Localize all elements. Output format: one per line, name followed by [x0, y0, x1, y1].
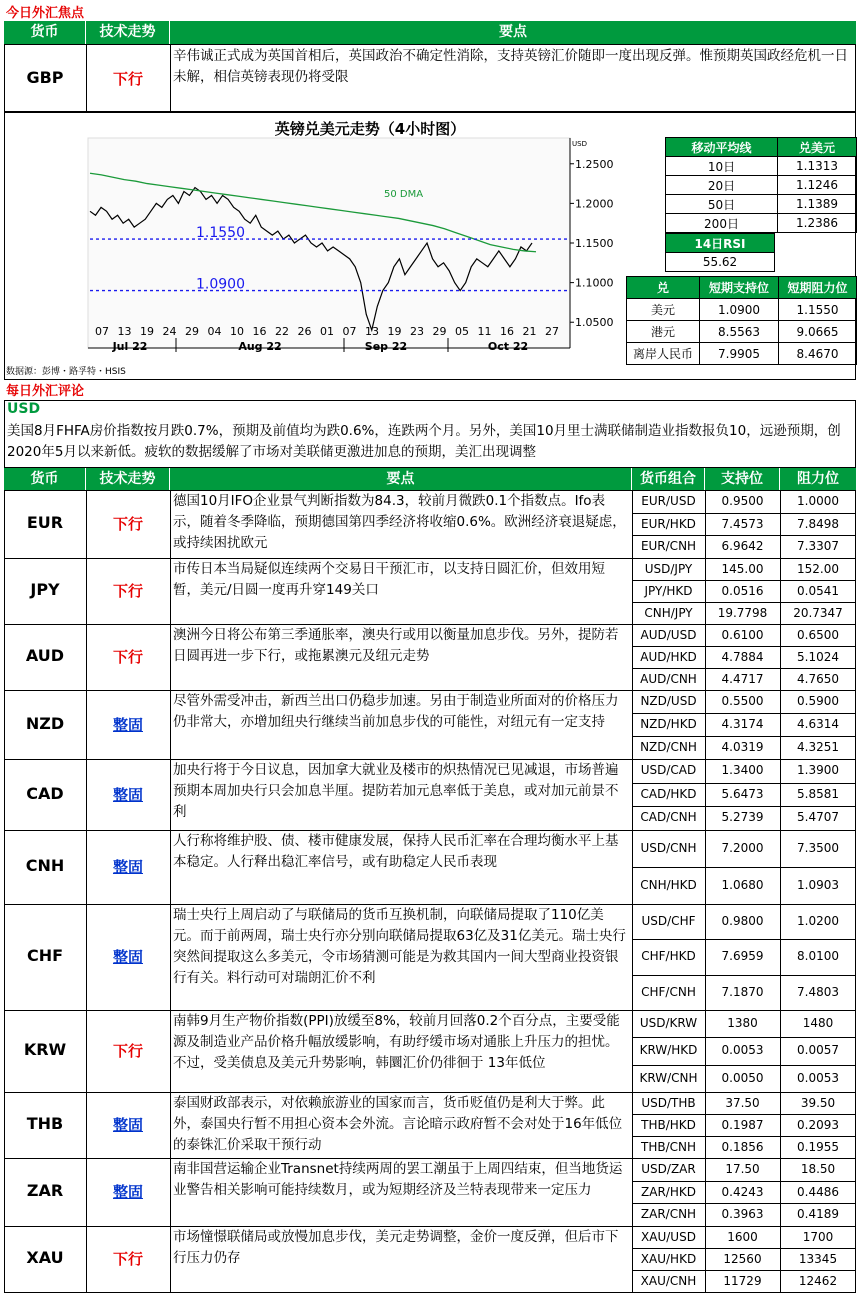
month-label: Jul 22	[112, 340, 148, 353]
support-level: 7.2000	[721, 841, 764, 855]
ma-table	[665, 137, 857, 233]
key-points: 市场憧憬联储局或放慢加息步伐，美元走势调整，金价一度反弹，但后市下行压力仍存	[173, 1229, 619, 1266]
focus-header	[4, 21, 856, 44]
support-level: 145.00	[721, 562, 764, 576]
trend-label-consolidate[interactable]: 整固	[112, 1116, 143, 1134]
x-tick-label: 22	[275, 325, 289, 338]
sr-resistance: 8.4670	[779, 343, 857, 365]
pair-row	[632, 783, 856, 807]
review-header-trend: 技术走势	[86, 468, 170, 490]
x-tick-label: 19	[140, 325, 154, 338]
y-tick-label: 1.0500	[575, 316, 614, 330]
pair-row	[632, 668, 856, 690]
pair-row	[632, 867, 856, 904]
trend-label-down: 下行	[112, 515, 143, 533]
support-level: 0.0053	[721, 1043, 764, 1058]
pair-name: KRW/HKD	[639, 1043, 698, 1058]
resistance-level: 152.00	[797, 562, 839, 576]
sr-header-resistance: 短期阻力位	[779, 277, 857, 299]
resistance-level: 0.0541	[797, 584, 839, 598]
focus-gbp-points: 辛伟诚正式成为英国首相后，英国政治不确定性消除，支持英镑汇价随即一度出现反弹。惟预期英国政经危机一日未解，相信英镑表现仍将受限	[173, 48, 848, 85]
x-tick-label: 23	[410, 325, 424, 338]
currency-code: AUD	[25, 646, 65, 665]
support-level: 1380	[727, 1016, 758, 1030]
support-level: 0.9500	[721, 494, 764, 508]
trend-label-consolidate[interactable]: 整固	[112, 858, 143, 876]
currency-code: NZD	[25, 713, 65, 733]
trend-label-consolidate[interactable]: 整固	[112, 1183, 143, 1201]
resistance-level: 5.8581	[797, 786, 839, 801]
support-level: 0.5500	[721, 694, 764, 708]
resistance-level: 7.3307	[797, 539, 839, 554]
chart-title: 英镑兑美元走势（4小时图）	[274, 120, 466, 138]
currency-code: ZAR	[26, 1181, 64, 1200]
resistance-level: 4.6314	[797, 717, 839, 731]
month-label: Sep 22	[364, 340, 408, 353]
key-points: 南非国营运输企业Transnet持续两周的罢工潮虽于上周四结束，但当地货运业警告相关影响可能持续数月，或为短期经济及兰特表现带来一定压力	[173, 1161, 623, 1198]
resistance-level: 1.0200	[797, 914, 839, 928]
support-level: 19.7798	[717, 606, 768, 620]
usd-text: 美国8月FHFA房价指数按月跌0.7%，预期及前值均为跌0.6%，连跌两个月。另外，美国10月里士满联储制造业指数报负10，远逊预期，创2020年5月以来新低。疲软的数据缓解了市场对美联储更激进加息的预期，美汇出现调整	[7, 423, 841, 460]
resistance-level: 0.0053	[797, 1070, 839, 1085]
x-tick-label: 21	[522, 325, 537, 338]
pair-row	[632, 759, 856, 783]
trend-label-down: 下行	[112, 648, 143, 666]
pair-row	[632, 580, 856, 602]
pair-name: USD/KRW	[639, 1016, 698, 1030]
pair-row	[632, 830, 856, 867]
ma-period: 20日	[666, 176, 778, 195]
pair-row	[632, 1136, 856, 1158]
support-level: 1.0680	[721, 878, 764, 892]
pair-row	[632, 646, 856, 668]
focus-header-trend: 技术走势	[86, 21, 170, 44]
review-header-resistance: 阻力位	[780, 468, 856, 490]
resistance-level: 5.1024	[797, 650, 839, 664]
support-level: 0.3963	[721, 1207, 764, 1222]
x-tick-label: 24	[162, 325, 177, 338]
focus-header-points: 要点	[170, 21, 856, 44]
pair-name: USD/THB	[641, 1096, 696, 1110]
pair-name: USD/CAD	[640, 763, 697, 777]
resistance-level: 12462	[798, 1274, 838, 1288]
x-tick-label: 13	[365, 325, 379, 338]
ma-value: 1.2386	[778, 214, 857, 233]
ma-value: 1.1389	[778, 195, 857, 214]
support-level: 1.3400	[721, 763, 764, 777]
ma-value: 1.1246	[778, 176, 857, 195]
key-points: 泰国财政部表示，对依赖旅游业的国家而言，货币贬值仍是利大于弊。此外，泰国央行暂不用担心资本会外流。言论暗示政府暂不会对处于16年低位的泰铢汇价采取干预行动	[173, 1095, 623, 1153]
resistance-level: 0.2093	[797, 1118, 839, 1132]
rsi-value: 55.62	[666, 253, 775, 272]
support-level: 0.6100	[721, 628, 764, 642]
pair-name: EUR/CNH	[640, 539, 697, 554]
key-points: 人行称将维护股、债、楼市健康发展，保持人民币汇率在合理均衡水平上基本稳定。人行释出稳汇率信号，或有助稳定人民币表现	[173, 833, 619, 870]
pair-name: EUR/USD	[641, 494, 696, 508]
x-tick-label: 11	[477, 325, 492, 338]
pair-name: JPY/HKD	[644, 584, 693, 598]
pair-name: XAU/HKD	[640, 1252, 697, 1266]
resistance-level: 4.3251	[797, 740, 839, 754]
pair-row	[632, 690, 856, 713]
pair-row	[632, 624, 856, 646]
pair-row	[632, 513, 856, 536]
gbpusd-chart	[84, 134, 644, 364]
pair-row	[632, 1092, 856, 1114]
pair-name: CAD/CNH	[640, 810, 697, 825]
pair-row	[632, 1065, 856, 1092]
pair-name: CNH/HKD	[640, 878, 697, 892]
resistance-level: 7.8498	[797, 516, 839, 531]
ma-value: 1.1313	[778, 157, 857, 176]
support-level: 11729	[723, 1274, 762, 1288]
resistance-level: 1.0000	[797, 494, 839, 508]
y-axis-unit: USD	[572, 140, 587, 148]
pair-row	[632, 558, 856, 580]
key-points: 市传日本当局疑似连续两个交易日干预汇市，以支持日圆汇价，但效用短暂，美元/日圆一度再升穿149关口	[173, 561, 605, 598]
support-level: 17.50	[725, 1162, 760, 1176]
sr-support: 7.9905	[700, 343, 779, 365]
pair-name: AUD/CNH	[640, 672, 697, 686]
pair-name: CHF/HKD	[641, 949, 696, 964]
support-level: 4.0319	[721, 740, 764, 754]
support-level: 0.1987	[721, 1118, 764, 1132]
trend-label-down: 下行	[112, 582, 143, 600]
review-header-support: 支持位	[705, 468, 780, 490]
support-level: 12560	[723, 1252, 762, 1266]
key-points: 加央行将于今日议息，因加拿大就业及楼市的炽热情况已见减退，市场普遍预期本周加央行只会加息半厘。提防若加元息率低于美息，或对加元前景不利	[173, 762, 619, 820]
resistance-level: 4.7650	[797, 672, 839, 686]
usd-label: USD	[7, 401, 41, 417]
resistance-level: 20.7347	[793, 606, 843, 620]
support-level: 4.3174	[721, 717, 764, 731]
support-level: 4.7884	[721, 650, 764, 664]
sr-against: 离岸人民币	[627, 343, 700, 365]
currency-code: CHF	[26, 946, 64, 965]
ma-period: 10日	[666, 157, 778, 176]
pair-name: USD/CNH	[640, 841, 697, 855]
focus-header-currency: 货币	[4, 21, 86, 44]
pair-name: THB/CNH	[640, 1140, 696, 1154]
pair-name: NZD/HKD	[640, 717, 697, 731]
resistance-level: 0.1955	[797, 1140, 839, 1154]
pair-name: NZD/CNH	[640, 740, 697, 754]
support-level: 5.2739	[721, 810, 764, 825]
support-level: 7.1870	[721, 984, 764, 999]
resistance-level: 39.50	[800, 1096, 836, 1110]
x-tick-label: 16	[252, 325, 267, 338]
focus-gbp-trend: 下行	[112, 70, 143, 88]
ma-period: 50日	[666, 195, 778, 214]
ma-header-value: 兑美元	[778, 138, 857, 157]
sr-support: 1.0900	[700, 299, 779, 321]
month-label: Aug 22	[238, 340, 282, 353]
support-level: 0.4243	[721, 1184, 764, 1199]
pair-row	[632, 1226, 856, 1248]
sr-against: 港元	[627, 321, 700, 343]
y-tick-label: 1.2500	[575, 157, 614, 171]
currency-code: XAU	[26, 1248, 64, 1267]
ma-period: 200日	[666, 214, 778, 233]
x-tick-label: 01	[320, 325, 334, 338]
support-level: 4.4717	[721, 672, 764, 686]
resistance-level: 0.6500	[797, 628, 839, 642]
review-header-currency: 货币	[4, 468, 86, 490]
pair-row	[632, 1181, 856, 1204]
x-tick-label: 29	[432, 325, 447, 338]
x-tick-label: 07	[95, 325, 109, 338]
pair-row	[632, 602, 856, 624]
x-tick-label: 29	[185, 325, 199, 338]
key-points: 澳洲今日将公布第三季通胀率，澳央行或用以衡量加息步伐。另外，提防若日圆再进一步下行，或拖累澳元及纽元走势	[173, 627, 619, 664]
support-level: 0.0516	[721, 584, 764, 598]
sr-resistance: 1.1550	[779, 299, 857, 321]
x-tick-label: 07	[342, 325, 357, 338]
resistance-level: 0.4189	[797, 1207, 839, 1222]
focus-gbp-currency: GBP	[26, 68, 64, 87]
key-points: 南韩9月生产物价指数(PPI)放缓至8%，较前月回落0.2个百分点，主要受能源及制造业产品价格升幅放缓影响，有助纾缓市场对通胀上升压力的担忧。不过，受美债息及美元升势影响，韩圜汇价仍徘徊于 13年低位	[173, 1013, 620, 1071]
level-label: 1.0900	[196, 276, 245, 293]
currency-code: CAD	[26, 783, 64, 803]
pair-row	[632, 939, 856, 974]
resistance-level: 5.4707	[797, 810, 839, 825]
key-points: 瑞士央行上周启动了与联储局的货币互换机制，向联储局提取了110亿美元。而于前两周，瑞士央行亦分别向联储局提取63亿及31亿美元。瑞士央行突然间提取这么多美元，令市场猜测可能是为救其国内一间大型商业投资银行有关。料行动可对瑞朗汇价不利	[173, 907, 626, 986]
review-section-title: 每日外汇评论	[6, 384, 85, 399]
pair-row	[632, 1158, 856, 1181]
support-level: 0.1856	[721, 1140, 764, 1154]
pair-name: AUD/USD	[640, 628, 697, 642]
trend-label-down: 下行	[112, 1250, 143, 1268]
rsi-label: 14日RSI	[666, 234, 775, 253]
x-tick-label: 10	[230, 325, 244, 338]
support-level: 7.4573	[721, 516, 764, 531]
resistance-level: 1.0903	[797, 878, 839, 892]
support-level: 1600	[727, 1230, 758, 1244]
review-header	[4, 468, 856, 490]
resistance-level: 1700	[802, 1230, 834, 1244]
pair-name: CHF/CNH	[641, 984, 696, 999]
pair-row	[632, 1037, 856, 1064]
pair-name: KRW/CNH	[639, 1070, 698, 1085]
sr-resistance: 9.0665	[779, 321, 857, 343]
support-level: 37.50	[725, 1096, 760, 1110]
currency-code: JPY	[30, 580, 60, 599]
pair-row	[632, 1114, 856, 1136]
pair-row	[632, 904, 856, 939]
pair-name: USD/CHF	[641, 914, 696, 928]
focus-section-title: 今日外汇焦点	[6, 6, 85, 21]
pair-name: CAD/HKD	[640, 786, 697, 801]
resistance-level: 8.0100	[797, 949, 839, 964]
trend-label-consolidate[interactable]: 整固	[112, 948, 143, 966]
sr-support: 8.5563	[700, 321, 779, 343]
x-tick-label: 05	[455, 325, 469, 338]
trend-label-consolidate[interactable]: 整固	[112, 715, 143, 734]
month-label: Oct 22	[487, 340, 529, 353]
support-level: 7.6959	[721, 949, 764, 964]
review-header-pair: 货币组合	[632, 468, 705, 490]
pair-row	[632, 1270, 856, 1292]
y-tick-label: 1.2000	[575, 197, 614, 211]
pair-name: ZAR/HKD	[641, 1184, 696, 1199]
resistance-level: 1480	[802, 1016, 834, 1030]
pair-name: EUR/HKD	[641, 516, 696, 531]
pair-name: CNH/JPY	[644, 606, 693, 620]
resistance-level: 1.3900	[797, 763, 839, 777]
review-header-points: 要点	[170, 468, 632, 490]
dma-label: 50 DMA	[384, 189, 424, 201]
level-label: 1.1550	[196, 225, 245, 242]
x-tick-label: 13	[117, 325, 132, 338]
trend-label-consolidate[interactable]: 整固	[112, 785, 143, 804]
pair-row	[632, 490, 856, 513]
support-level: 6.9642	[721, 539, 764, 554]
key-points: 德国10月IFO企业景气判断指数为84.3，较前月微跌0.1个指数点。Ifo表示，随着冬季降临，预期德国第四季经济将收缩0.6%。欧洲经济衰退疑虑，或持续困扰欧元	[173, 493, 626, 551]
currency-code: CNH	[25, 856, 65, 875]
pair-name: NZD/USD	[640, 694, 697, 708]
support-level: 0.9800	[721, 914, 764, 928]
sr-header-against: 兑	[627, 277, 700, 299]
pair-row	[632, 806, 856, 830]
pair-name: AUD/HKD	[640, 650, 697, 664]
currency-code: THB	[26, 1114, 64, 1133]
x-tick-label: 19	[387, 325, 402, 338]
resistance-level: 13345	[798, 1252, 838, 1266]
pair-name: XAU/USD	[641, 1230, 696, 1244]
sr-header-support: 短期支持位	[700, 277, 779, 299]
pair-name: USD/ZAR	[641, 1162, 696, 1176]
pair-row	[632, 975, 856, 1010]
x-tick-label: 16	[500, 325, 514, 338]
pair-name: ZAR/CNH	[640, 1207, 697, 1222]
sr-against: 美元	[627, 299, 700, 321]
pair-name: XAU/CNH	[640, 1274, 697, 1288]
pair-name: THB/HKD	[641, 1118, 696, 1132]
support-level: 5.6473	[721, 786, 764, 801]
pair-row	[632, 736, 856, 759]
resistance-level: 0.5900	[797, 694, 839, 708]
resistance-level: 7.3500	[797, 841, 839, 855]
pair-row	[632, 713, 856, 736]
x-tick-label: 27	[545, 325, 559, 338]
ma-header-period: 移动平均线	[666, 138, 778, 157]
rsi-table	[665, 233, 775, 272]
resistance-level: 0.0057	[797, 1043, 839, 1058]
chart-source: 数据源：彭博・路孚特・HSIS	[6, 367, 126, 377]
support-level: 0.0050	[721, 1070, 764, 1085]
pair-row	[632, 1010, 856, 1037]
resistance-level: 0.4486	[797, 1184, 839, 1199]
trend-label-down: 下行	[112, 1042, 143, 1060]
key-points: 尽管外需受冲击，新西兰出口仍稳步加速。另由于制造业所面对的价格压力仍非常大，亦增加纽央行继续当前加息步伐的可能性，对纽元有一定支持	[173, 693, 619, 730]
currency-code: KRW	[23, 1040, 67, 1059]
pair-row	[632, 1203, 856, 1226]
currency-code: EUR	[26, 513, 64, 532]
resistance-level: 7.4803	[797, 984, 839, 999]
x-tick-label: 04	[207, 325, 222, 338]
sr-table	[626, 276, 857, 365]
y-tick-label: 1.1000	[575, 276, 614, 290]
y-tick-label: 1.1500	[575, 237, 614, 250]
x-tick-label: 26	[297, 325, 312, 338]
resistance-level: 18.50	[800, 1162, 836, 1176]
pair-row	[632, 535, 856, 558]
pair-row	[632, 1248, 856, 1270]
pair-name: USD/JPY	[644, 562, 693, 576]
